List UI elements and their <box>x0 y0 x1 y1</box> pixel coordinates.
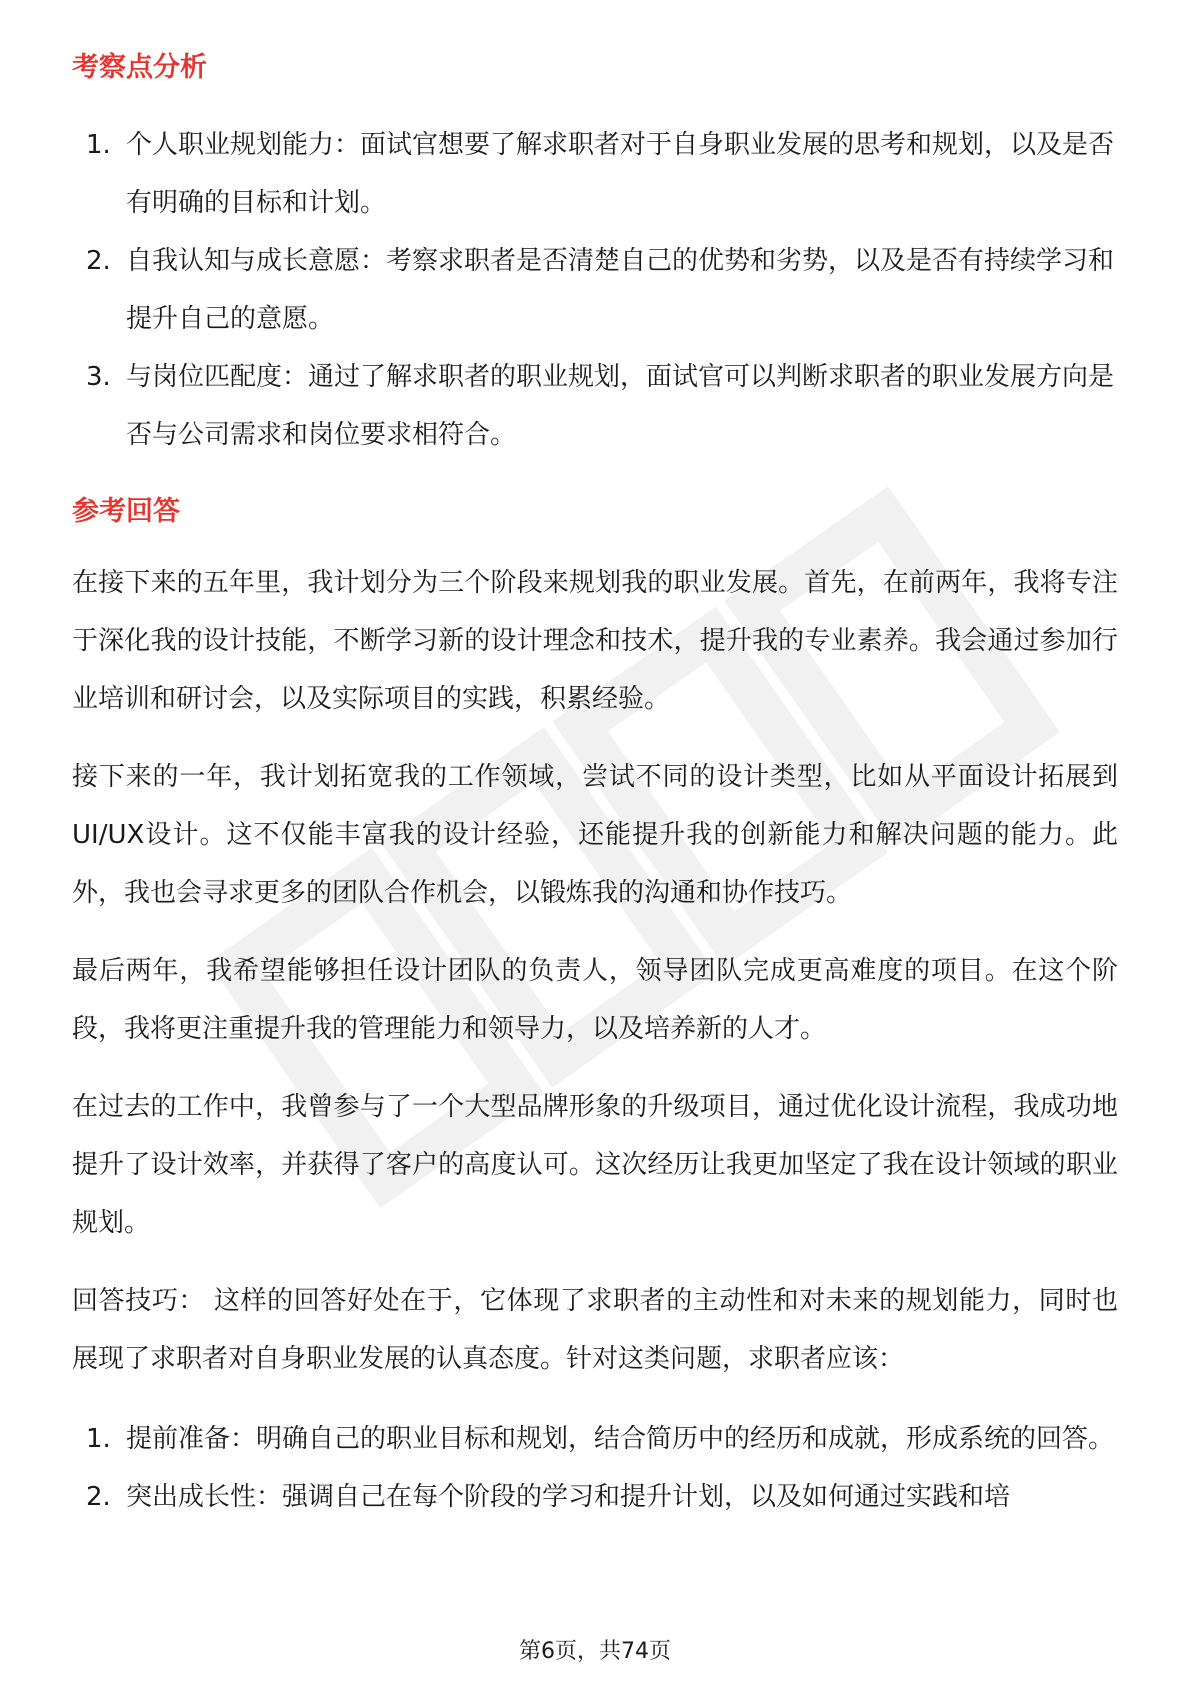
list-item-text: 突出成长性：强调自己在每个阶段的学习和提升计划，以及如何通过实践和培 <box>126 1482 1011 1512</box>
list-item <box>72 232 1118 348</box>
page-footer: 第6页，共74页 <box>519 1639 671 1664</box>
list-item <box>72 1410 1118 1468</box>
answer-paragraph: 在过去的工作中，我曾参与了一个大型品牌形象的升级项目，通过优化设计流程，我成功地提升了设计效率，并获得了客户的高度认可。这次经历让我更加坚定了我在设计领域的职业规划。 <box>72 1092 1118 1238</box>
analysis-list <box>72 116 1118 464</box>
list-item-number: 2. <box>86 246 111 276</box>
section-title-analysis: 考察点分析 <box>72 52 207 83</box>
section-title-answer: 参考回答 <box>72 496 180 527</box>
list-item-number: 2. <box>86 1482 111 1512</box>
list-item <box>72 1468 1118 1526</box>
list-item <box>72 116 1118 232</box>
answer-paragraph: 在接下来的五年里，我计划分为三个阶段来规划我的职业发展。首先，在前两年，我将专注于深化我的设计技能，不断学习新的设计理念和技术，提升我的专业素养。我会通过参加行业培训和研讨会，以及实际项目的实践，积累经验。 <box>72 568 1118 714</box>
page-content <box>72 48 1118 1526</box>
answer-paragraph: 最后两年，我希望能够担任设计团队的负责人，领导团队完成更高难度的项目。在这个阶段，我将更注重提升我的管理能力和领导力，以及培养新的人才。 <box>72 956 1118 1044</box>
answer-tips-intro: 回答技巧： 这样的回答好处在于，它体现了求职者的主动性和对未来的规划能力，同时也展现了求职者对自身职业发展的认真态度。针对这类问题，求职者应该： <box>72 1286 1118 1374</box>
list-item-text: 与岗位匹配度：通过了解求职者的职业规划，面试官可以判断求职者的职业发展方向是否与公司需求和岗位要求相符合。 <box>126 362 1115 450</box>
list-item <box>72 348 1118 464</box>
list-item-text: 个人职业规划能力：面试官想要了解求职者对于自身职业发展的思考和规划，以及是否有明确的目标和计划。 <box>126 130 1115 218</box>
answer-paragraph: 接下来的一年，我计划拓宽我的工作领域，尝试不同的设计类型，比如从平面设计拓展到UI/UX设计。这不仅能丰富我的设计经验，还能提升我的创新能力和解决问题的能力。此外，我也会寻求更多的团队合作机会，以锻炼我的沟通和协作技巧。 <box>72 762 1118 908</box>
tips-list <box>72 1410 1118 1526</box>
list-item-number: 3. <box>86 362 111 392</box>
list-item-number: 1. <box>86 1424 111 1454</box>
list-item-text: 提前准备：明确自己的职业目标和规划，结合简历中的经历和成就，形成系统的回答。 <box>126 1424 1115 1454</box>
list-item-number: 1. <box>86 130 111 160</box>
list-item-text: 自我认知与成长意愿：考察求职者是否清楚自己的优势和劣势，以及是否有持续学习和提升自己的意愿。 <box>126 246 1115 334</box>
